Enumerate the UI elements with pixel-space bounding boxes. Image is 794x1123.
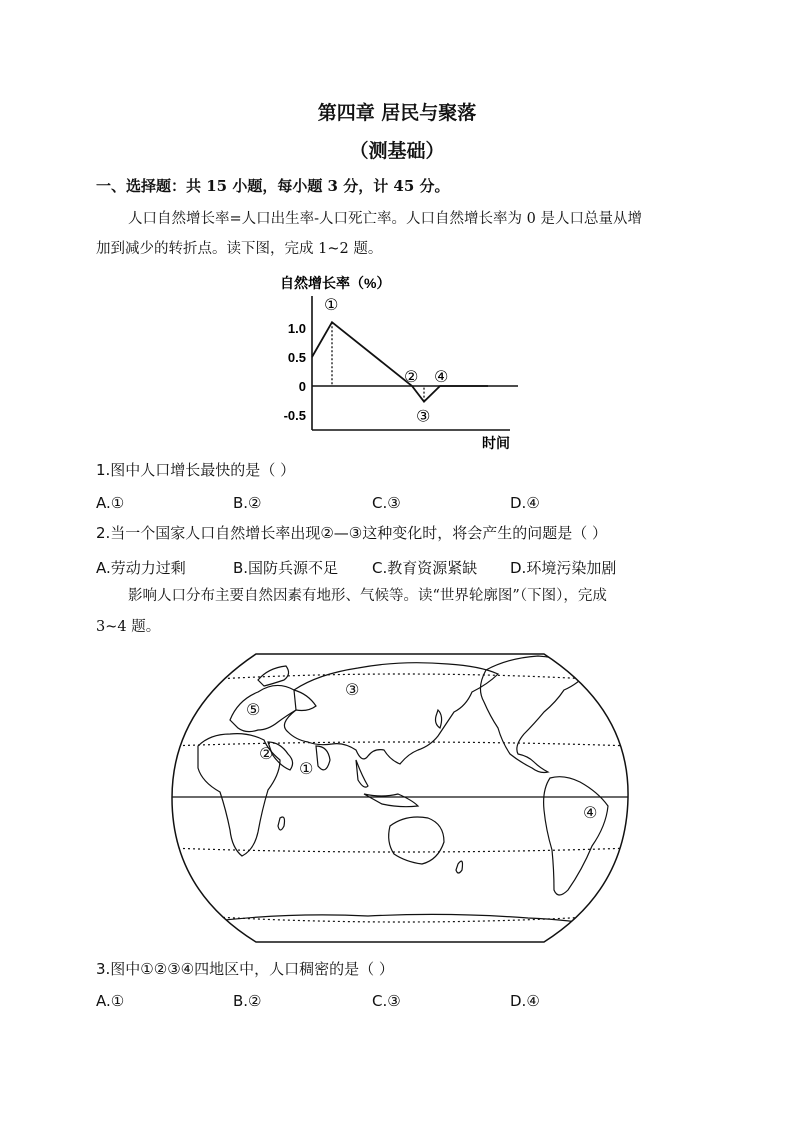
map-marker-2: ② (259, 746, 274, 763)
chart-xlabel: 时间 (482, 435, 510, 451)
page-subtitle: （测基础） (349, 140, 445, 162)
q2-option-c[interactable]: C.教育资源紧缺 (372, 559, 478, 577)
chart-ytick-label: 1.0 (287, 321, 306, 336)
map-border (172, 654, 628, 942)
section-heading: 一、选择题：共 15 小题，每小题 3 分，计 45 分。 (96, 177, 450, 195)
map-marker-5: ⑤ (246, 702, 261, 719)
chart-ytick-label: -0.5 (283, 408, 306, 423)
growth-rate-chart (270, 268, 530, 456)
q2-option-d[interactable]: D.环境污染加剧 (510, 559, 617, 577)
q2-stem: 2.当一个国家人口自然增长率出现②—③这种变化时，将会产生的问题是（ ） (96, 524, 607, 542)
q3-option-d[interactable]: D.④ (510, 992, 540, 1010)
q1-option-c[interactable]: C.③ (372, 494, 401, 512)
greenland-outline (578, 660, 604, 676)
page-title: 第四章 居民与聚落 (317, 102, 477, 124)
chart-point-label: ② (404, 369, 419, 386)
intro2-line2: 3~4 题。 (96, 619, 161, 635)
intro2-line1: 影响人口分布主要自然因素有地形、气候等。读“世界轮廓图”（下图），完成 (128, 588, 607, 604)
chart-ytick-label: 0.5 (287, 350, 306, 365)
chart-point-label: ③ (416, 408, 431, 426)
chart-ylabel: 自然增长率（%） (280, 275, 391, 291)
map-marker-4: ④ (583, 805, 598, 822)
q1-stem: 1.图中人口增长最快的是（ ） (96, 461, 296, 479)
q3-option-a[interactable]: A.① (96, 992, 125, 1010)
intro1-line1: 人口自然增长率=人口出生率-人口死亡率。人口自然增长率为 0 是人口总量从增 (128, 211, 642, 227)
map-marker-3: ③ (345, 682, 360, 699)
q3-stem: 3.图中①②③④四地区中，人口稠密的是（ ） (96, 960, 394, 978)
q2-option-a[interactable]: A.劳动力过剩 (96, 559, 186, 577)
q3-option-c[interactable]: C.③ (372, 992, 401, 1010)
chart-point-label: ④ (434, 369, 449, 386)
q1-option-b[interactable]: B.② (233, 494, 262, 512)
world-outline-map (168, 650, 632, 946)
q2-option-b[interactable]: B.国防兵源不足 (233, 559, 339, 577)
q1-option-d[interactable]: D.④ (510, 494, 540, 512)
intro1-line2: 加到减少的转折点。读下图，完成 1~2 题。 (96, 241, 383, 257)
q3-option-b[interactable]: B.② (233, 992, 262, 1010)
q1-option-a[interactable]: A.① (96, 494, 125, 512)
chart-point-label: ① (324, 297, 339, 315)
chart-ytick-label: 0 (298, 379, 306, 394)
chart-series-line (312, 322, 488, 401)
map-marker-1: ① (299, 761, 314, 778)
